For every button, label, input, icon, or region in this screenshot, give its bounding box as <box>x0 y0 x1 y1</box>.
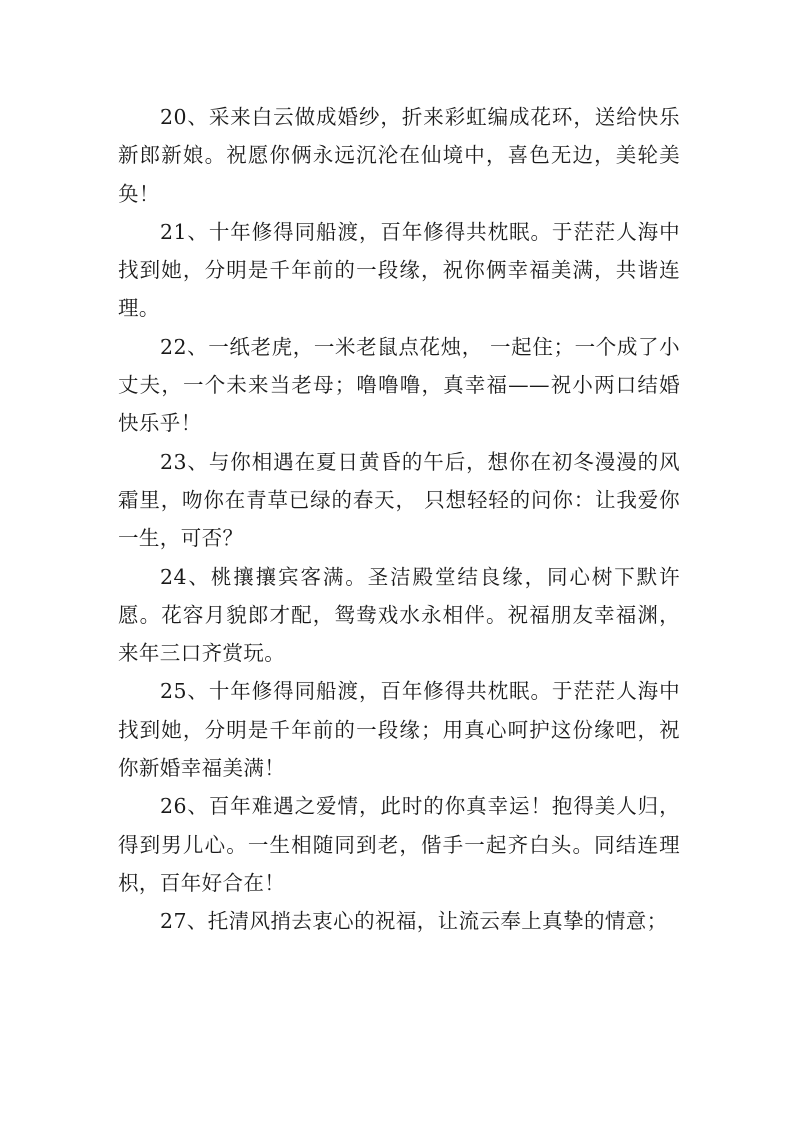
paragraph-23: 23、与你相遇在夏日黄昏的午后，想你在初冬漫漫的风霜里，吻你在青草已绿的春天， 只想轻轻的问你：让我爱你一生，可否？ <box>118 449 680 551</box>
paragraph-20: 20、采来白云做成婚纱，折来彩虹编成花环，送给快乐新郎新娘。祝愿你俩永远沉沦在仙境中，喜色无边，美轮美奂！ <box>118 105 680 206</box>
paragraph-25: 25、十年修得同船渡，百年修得共枕眠。于茫茫人海中找到她，分明是千年前的一段缘；用真心呵护这份缘吧，祝你新婚幸福美满！ <box>118 679 680 781</box>
paragraph-22: 22、一纸老虎，一米老鼠点花烛， 一起住；一个成了小丈夫，一个未来当老母；噜噜噜，真幸福——祝小两口结婚快乐乎！ <box>118 334 680 436</box>
paragraph-26: 26、百年难遇之爱情，此时的你真幸运！抱得美人归，得到男儿心。一生相随同到老，偕手一起齐白头。同结连理枳，百年好合在！ <box>118 794 680 895</box>
paragraph-21: 21、十年修得同船渡，百年修得共枕眠。于茫茫人海中找到她，分明是千年前的一段缘，祝你俩幸福美满，共谐连理。 <box>118 219 680 321</box>
document-body <box>118 98 680 941</box>
paragraph-24: 24、桃攘攘宾客满。圣洁殿堂结良缘，同心树下默许愿。花容月貌郎才配，鸳鸯戏水永相伴。祝福朋友幸福渊，来年三口齐赏玩。 <box>118 564 680 666</box>
paragraph-27: 27、托清风捎去衷心的祝福，让流云奉上真挚的情意； <box>160 909 668 934</box>
